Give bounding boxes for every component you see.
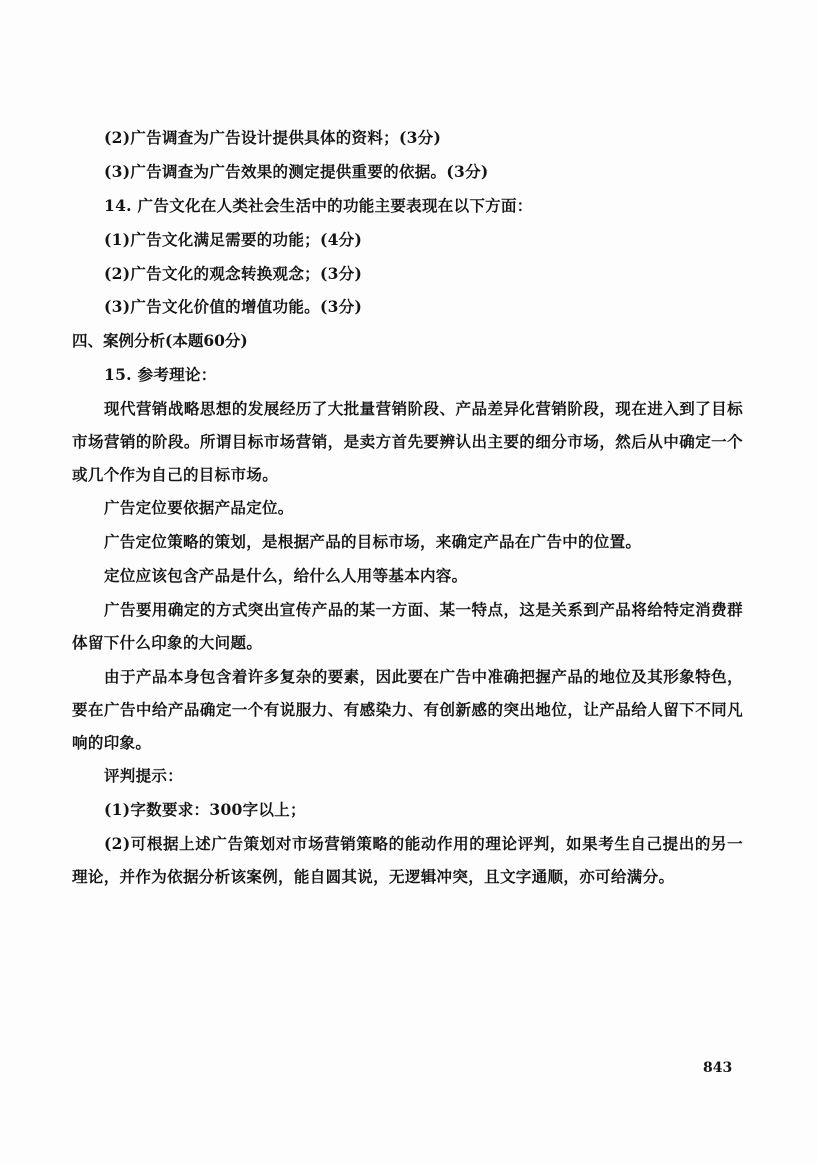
question-14-heading: 14. 广告文化在人类社会生活中的功能主要表现在以下方面： — [104, 196, 533, 215]
answer-14-point-1: (1)广告文化满足需要的功能；(4分) — [104, 230, 363, 249]
answer-14-point-3: (3)广告文化价值的增值功能。(3分) — [104, 297, 363, 316]
grading-hint-point-2: (2)可根据上述广告策划对市场营销策略的能动作用的理论评判，如果考生自己提出的另一理论，并作为依据分析该案例，能自圆其说，无逻辑冲突，且文字通顺，亦可给满分。 — [72, 834, 743, 886]
grading-hint-heading: 评判提示： — [104, 766, 184, 785]
section-4-heading: 四、案例分析(本题60分) — [72, 331, 248, 350]
answer-13-point-2: (2)广告调查为广告设计提供具体的资料；(3分) — [104, 128, 442, 147]
question-15-heading: 15. 参考理论： — [104, 365, 217, 384]
line-ad-positioning-strategy: 广告定位策略的策划，是根据产品的目标市场，来确定产品在广告中的位置。 — [104, 532, 642, 551]
line-ad-positioning: 广告定位要依据产品定位。 — [104, 498, 294, 517]
page-number: 843 — [703, 1060, 733, 1076]
paragraph-marketing-strategy: 现代营销战略思想的发展经历了大批量营销阶段、产品差异化营销阶段，现在进入到了目标市场营销的阶段。所谓目标市场营销，是卖方首先要辨认出主要的细分市场，然后从中确定一个或几个作为自己的目标市场。 — [72, 399, 743, 484]
answer-14-point-2: (2)广告文化的观念转换观念；(3分) — [104, 264, 363, 283]
grading-hint-point-1: (1)字数要求：300字以上； — [104, 800, 306, 819]
paragraph-ad-emphasis: 广告要用确定的方式突出宣传产品的某一方面、某一特点，这是关系到产品将给特定消费群体留下什么印象的大问题。 — [72, 600, 743, 652]
line-positioning-content: 定位应该包含产品是什么，给什么人用等基本内容。 — [104, 566, 468, 585]
paragraph-product-elements: 由于产品本身包含着许多复杂的要素，因此要在广告中准确把握产品的地位及其形象特色，要在广告中给产品确定一个有说服力、有感染力、有创新感的突出地位，让产品给人留下不同凡响的印象。 — [72, 667, 743, 752]
answer-13-point-3: (3)广告调查为广告效果的测定提供重要的依据。(3分) — [104, 162, 489, 181]
